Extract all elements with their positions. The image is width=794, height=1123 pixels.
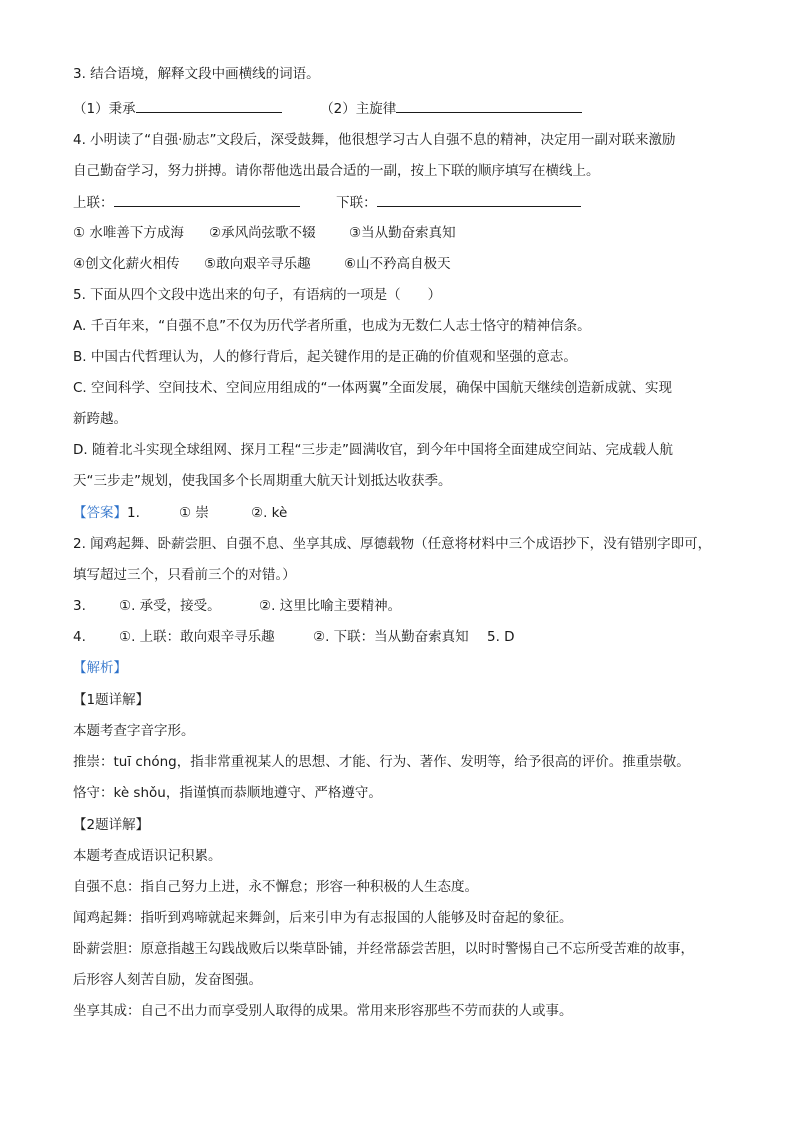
detail-2-title: 【2题详解】 [73,817,150,833]
q4-options-row1 [73,223,456,243]
lower-couplet-blank[interactable] [377,192,581,207]
detail-1-keshou: 恪守：kè shǒu，指谨慎而恭顺地遵守、严格遵守。 [73,785,382,801]
answer-4-part1: ①. 上联：敢向艰辛寻乐趣 [119,629,275,645]
detail-2-woxinchangdan-line1: 卧薪尝胆：原意指越王勾践战败后以柴草卧铺，并经常舔尝苦胆，以时时警惕自己不忘所受苦难的故事， [73,941,694,957]
q3-item2-blank[interactable] [396,98,582,113]
answer-4-number: 4. [73,629,86,645]
q5-option-a: A. 千百年来，“自强不息”不仅为历代学者所重，也成为无数仁人志士恪守的精神信条。 [73,318,591,334]
option-4: ④创文化薪火相传 [73,256,180,272]
answer-2-line1: 2. 闻鸡起舞、卧薪尝胆、自强不息、坐享其成、厚德载物（任意将材料中三个成语抄下，没有错别字即可， [73,536,712,552]
upper-couplet-blank[interactable] [114,192,300,207]
option-5: ⑤敢向艰辛寻乐趣 [204,256,311,272]
q4-stem-line2: 自己勤奋学习，努力拼搏。请你帮他选出最合适的一副，按上下联的顺序填写在横线上。 [73,163,600,179]
answer-4-part2: ②. 下联：当从勤奋索真知 [313,629,469,645]
answer-3-number: 3. [73,598,86,614]
option-2: ②承风尚弦歌不辍 [209,225,316,241]
q5-option-b: B. 中国古代哲理认为，人的修行背后，起关键作用的是正确的价值观和坚强的意志。 [73,349,577,365]
lower-couplet-label: 下联： [336,195,377,211]
answer-2-line2: 填写超过三个，只看前三个的对错。） [73,567,296,583]
detail-2-zuoxiangqicheng: 坐享其成：自己不出力而享受别人取得的成果。常用来形容那些不劳而获的人或事。 [73,1003,573,1019]
detail-2-wenjiqiwu: 闻鸡起舞：指听到鸡啼就起来舞剑，后来引申为有志报国的人能够及时奋起的象征。 [73,910,573,926]
answer-1-number: 1. [127,505,140,521]
answer-3-part2: ②. 这里比喻主要精神。 [259,598,402,614]
detail-1-tuichong: 推崇：tuī chóng，指非常重视某人的思想、才能、行为、著作、发明等，给予很高的评价。推重崇敬。 [73,754,690,770]
q5-option-d-line1: D. 随着北斗实现全球组网、探月工程“三步走”圆满收官，到今年中国将全面建成空间站、完成载人航 [73,442,673,458]
q4-stem-line1: 4. 小明读了“自强·励志”文段后，深受鼓舞，他很想学习古人自强不息的精神，决定用一副对联来激励 [73,132,676,148]
detail-1-intro: 本题考查字音字形。 [73,723,195,739]
q3-item1-blank[interactable] [136,98,282,113]
answer-4-5 [73,627,515,647]
answer-5: 5. D [487,629,515,645]
answer-1-part1: ① 崇 [179,505,209,521]
analysis-label: 【解析】 [73,660,127,676]
option-1: ① 水唯善下方成海 [73,225,184,241]
detail-2-ziqiangbuxi: 自强不息：指自己努力上进，永不懈怠；形容一种积极的人生态度。 [73,879,478,895]
q5-option-d-line2: 天“三步走”规划，使我国多个长周期重大航天计划抵达收获季。 [73,473,452,489]
answer-3 [73,596,401,616]
q5-option-c-line1: C. 空间科学、空间技术、空间应用组成的“一体两翼”全面发展，确保中国航天继续创造新成就、实现 [73,380,672,396]
q3-item2-label: （2）主旋律 [320,101,397,117]
q5-option-c-line2: 新跨越。 [73,411,127,427]
detail-2-woxinchangdan-line2: 后形容人刻苦自励，发奋图强。 [73,972,262,988]
upper-couplet-label: 上联： [73,195,114,211]
q3-item1-label: （1）秉承 [73,101,136,117]
q3-stem: 3. 结合语境，解释文段中画横线的词语。 [73,66,320,82]
detail-1-title: 【1题详解】 [73,692,150,708]
option-6: ⑥山不矜高自极天 [344,256,451,272]
answer-1-part2: ②. kè [251,505,288,521]
detail-2-intro: 本题考查成语识记积累。 [73,848,222,864]
answer-label: 【答案】 [73,505,127,521]
q4-couplet-blanks [73,192,581,213]
q3-items [73,98,582,119]
q4-options-row2 [73,254,451,274]
option-3: ③当从勤奋索真知 [349,225,456,241]
q5-stem: 5. 下面从四个文段中选出来的句子，有语病的一项是（ ） [73,287,442,303]
answer-3-part1: ①. 承受，接受。 [119,598,221,614]
answer-line1 [73,503,287,523]
